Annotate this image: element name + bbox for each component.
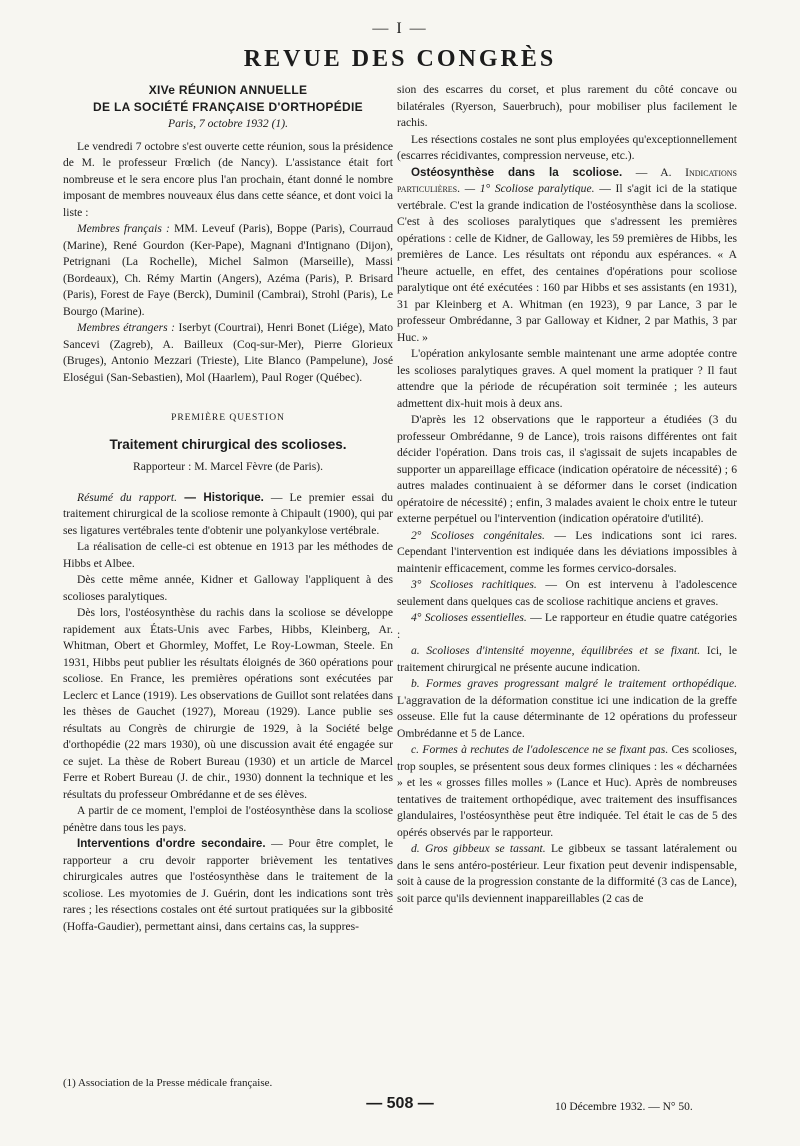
paralytique-label: — 1° Scoliose paralytique. xyxy=(460,182,595,195)
osteosynthese-label: Ostéosynthèse dans la scoliose. xyxy=(411,165,623,179)
french-members-label: Membres français : xyxy=(77,222,170,235)
paragraph-spread: A partir de ce moment, l'emploi de l'ostéosynthèse dans la scoliose pénètre dans tous les pays. xyxy=(63,804,393,834)
issue-date: 10 Décembre 1932. — N° 50. xyxy=(555,1101,693,1113)
category-d-label: d. Gros gibbeux se tassant. xyxy=(411,842,546,855)
french-members-list: MM. Leveuf (Paris), Boppe (Paris), Courraud (Marine), René Gourdon (Ker-Pape), Magnani d'Intignano (Dijon), Petrignani (La Rochelle), Michel Salmon (Marseille), Massi (Bordeaux), Ch. Rémy Martin (Angers), Azéma (Paris), P. Brisard (Paris), Forest de Faye (Berck), Duminil (Cambrai), Strohl (Paris), Le Bourgo (Marine). xyxy=(63,222,393,318)
interventions-label: Interventions d'ordre secondaire. xyxy=(77,837,266,850)
meeting-heading-line1: XIVe RÉUNION ANNUELLE xyxy=(148,83,308,97)
rapporteur-line: Rapporteur : M. Marcel Fèvre (de Paris). xyxy=(133,460,323,473)
right-column xyxy=(397,82,737,907)
rachitiques-text: — On est intervenu à l'adolescence seulement dans quelques cas de scoliose rachitique anciens et graves. xyxy=(397,578,737,608)
paragraph-hibbs-albee: La réalisation de celle-ci est obtenue en 1913 par les méthodes de Hibbs et Albee. xyxy=(63,540,393,570)
congenitales-paragraph xyxy=(397,528,737,578)
category-b-text: L'aggravation de la déformation constitue ici une indication de la greffe osseuse. Elle fut la cause déterminante de 12 opérations du professeur Ombrédanne et 5 de Lance. xyxy=(397,693,737,740)
page-number: — 508 — xyxy=(366,1095,434,1112)
category-d-text: Le gibbeux se tassant latéralement ou dans le sens antéro-postérieur. Leur fixation peut devenir indispensable, soit à cause de la progression constante de la difformité (3 cas de Lance), soit parce qu'ils deviennent inappareillables (2 cas de xyxy=(397,842,737,905)
congenitales-label: 2° Scolioses congénitales. xyxy=(411,528,545,542)
category-c-text: Ces scolioses, trop souples, se présentent sous deux formes cliniques : les « décharnées » et les « grosses filles molles » (Lance et Huc). Après de nombreuses tentatives de traitement orthopédique, avec traitement des insuffisances glandulaires, l'ostéosynthèse peut être indiquée. Tel était le cas de 5 des opérés observés par le rapporteur. xyxy=(397,743,737,839)
foreign-members-paragraph xyxy=(63,320,393,386)
category-a-text: Ici, le traitement chirurgical ne présente aucune indication. xyxy=(397,644,737,674)
category-b-label: b. Formes graves progressant malgré le traitement orthopédique. xyxy=(411,677,737,690)
essentielles-text: — Le rapporteur en étudie quatre catégories : xyxy=(397,611,737,641)
essentielles-paragraph xyxy=(397,610,737,643)
osteosynthese-paragraph xyxy=(397,165,737,347)
paragraph-escarres: sion des escarres du corset, et plus rarement du côté concave ou bilatérales (Ryerson, Sauerbruch), pour mobiliser plus facilement le rachis. xyxy=(397,83,737,129)
indications-label: — A. Indications particulières. xyxy=(397,165,737,195)
historique-label: — Historique. xyxy=(177,490,264,504)
paragraph-resections: Les résections costales ne sont plus employées qu'exceptionnellement (escarres récidivantes, compression nerveuse, etc.). xyxy=(397,132,737,162)
paragraph-ankylosante: L'opération ankylosante semble maintenant une arme adoptée contre les scolioses paralytiques graves. A quel moment la pratiquer ? Il faut attendre que la période de récupération soit terminée ; les auteurs admettent dix-huit mois à deux ans. xyxy=(397,347,737,410)
meeting-date: Paris, 7 octobre 1932 (1). xyxy=(167,117,288,130)
category-c-label: c. Formes à rechutes de l'adolescence ne se fixant pas. xyxy=(411,743,669,756)
paragraph-kidner: Dès cette même année, Kidner et Galloway l'appliquent à des scolioses paralytiques. xyxy=(63,573,393,603)
category-b-paragraph xyxy=(397,676,737,742)
meeting-heading-line2: DE LA SOCIÉTÉ FRANÇAISE D'ORTHOPÉDIE xyxy=(93,100,363,114)
french-members-paragraph xyxy=(63,221,393,320)
resume-label: Résumé du rapport. xyxy=(77,490,178,504)
interventions-paragraph xyxy=(63,836,393,935)
interventions-text: — Pour être complet, le rapporteur a cru devoir rapporter brièvement les tentatives chirurgicales autres que l'ostéosynthèse dans le traitement de la scoliose. Les myotomies de J. Guérin, dont les indications sont très rares ; les résections costales ont été surtout pratiquées sur la gibbosité (Hoffa-Gaudier), permettant ainsi, dans certains cas, la suppres- xyxy=(63,837,393,933)
question-title: Traitement chirurgical des scolioses. xyxy=(109,436,347,452)
rachitiques-paragraph xyxy=(397,577,737,610)
question-number: PREMIÈRE QUESTION xyxy=(171,413,285,423)
category-c-paragraph xyxy=(397,742,737,841)
essentielles-label: 4° Scolioses essentielles. xyxy=(411,611,527,624)
foreign-members-list: Iserbyt (Courtrai), Henri Bonet (Liége), Mato Sancevi (Zagreb), A. Bailleux (Coq-sur-Mer), Pierre Glorieux (Bruges), Antonio Mezzari (Trieste), Lite Blanco (Pampelune), José Eloségui (San-Sebastien), Mol (Haarlem), Paul Roger (Québec). xyxy=(63,321,394,384)
paragraph-history: Dès lors, l'ostéosynthèse du rachis dans la scoliose se développe rapidement aux États-Unis avec Farbes, Hibbs, Kleinberg, Ar. Whitman, Obert et Ghormley, Moffet, Le Roy-Lowman, Steele. En 1931, Hibbs peut publier les résultats éloignés de 360 opérations pour scoliose. En France, les premières opérations sont exécutées par Leclerc et Lance (1919). Les observations de Guillot sont relatées dans les thèses de Gauchet (1927), Moreau (1929). Lance publie ses résultats au Congrès de chirurgie de 1929, à la Société belge d'orthopédie (22 mars 1930), où une discussion avait été engagée sur ce sujet. La thèse de Robert Bureau (1930) et un article de Marcel Ferre et Robert Bureau (J. de chir., 1930) donnent la technique et les résultats du professeur Ombrédanne et de ses élèves. xyxy=(63,606,393,801)
historique-paragraph xyxy=(63,490,393,540)
foreign-members-label: Membres étrangers : xyxy=(77,321,176,334)
paralytique-text: — Il s'agit ici de la statique vertébrale. C'est la grande indication de l'ostéosynthèse dans la scoliose. C'est à des scolioses paralytiques que s'adressent les premières opérations : celle de Kidner, de Galloway, les 59 premières de Hibbs, les premières de Lance. Les résultats ont répondu aux espérances. « A l'heure actuelle, en effet, des centaines d'opérations pour scoliose paralytique ont été exécutées : 160 par Hibbs et ses assistants (en 1931), 31 par Kleinberg et A. Whitman (en 1923), 9 par Lance, 3 par le professeur Ombrédanne, 3 par Galloway et Kidner, 2 par Mathis, 3 par Huc. » xyxy=(397,182,737,344)
rachitiques-label: 3° Scolioses rachitiques. xyxy=(411,578,537,591)
intro-paragraph: Le vendredi 7 octobre s'est ouverte cette réunion, sous la présidence de M. le professeur Frœlich (de Nancy). L'assistance était fort nombreuse et le sera encore plus l'an prochain, étant donné le nombre imposant de membres nouveaux élus dans cette séance, et dont voici la liste : xyxy=(63,139,393,219)
congenitales-text: — Les indications sont ici rares. Cependant l'intervention est indiquée dans les déviations impossibles à maintenir efficacement, comme les formes cervico-dorsales. xyxy=(397,528,737,575)
paragraph-observations: D'après les 12 observations que le rapporteur a étudiées (3 du professeur Ombrédanne, 9 de Lance), trois raisons différentes ont fait décider l'opération. Dans trois cas, il s'agissait de sujets incapables de supporter un appareillage efficace (indication opératoire de nécessité) ; 6 autres malades continuaient à se déformer dans le corset (indication opératoire de nécessité) ; enfin, 3 malades avaient le choix entre le tuteur externe perpétuel ou l'intervention (indication opératoire d'utilité). xyxy=(397,413,737,525)
category-d-paragraph xyxy=(397,841,737,907)
category-a-paragraph xyxy=(397,643,737,676)
left-column xyxy=(63,82,393,935)
page-roman-numeral: — I — xyxy=(372,20,428,37)
footnote: (1) Association de la Presse médicale française. xyxy=(63,1077,273,1089)
category-a-label: a. Scolioses d'intensité moyenne, équilibrées et se fixant. xyxy=(411,644,701,657)
page-title: REVUE DES CONGRÈS xyxy=(243,46,557,72)
historique-text: — Le premier essai du traitement chirurgical de la scoliose remonte à Chipault (1900), qui par ses ligatures vertébrales tente d'obtenir une polyankylose vertébrale. xyxy=(63,490,393,537)
